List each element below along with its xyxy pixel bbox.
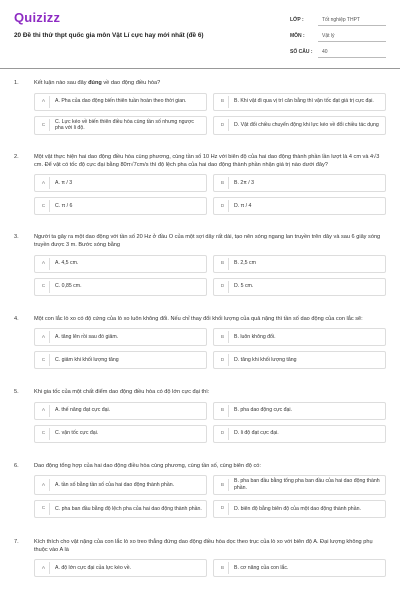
question-text-part: Một vật thực hiện hai dao động điều hòa cùng phương, cùng tần số 10 Hz với biên độ của hai dao động thành phần lần lượt là 4 cm và 4√3 cm. Để vật có tốc độ cực đại bằng 80π√7cm/s thì độ lệch pha của hai dao động thành phần nhận giá trị nào dưới đây? [34, 154, 380, 168]
answer-option[interactable] [213, 116, 386, 136]
question-item [14, 316, 386, 370]
answer-option-text: A. tần số bằng tần số của hai dao động thành phần. [55, 481, 175, 488]
answer-option[interactable] [34, 93, 207, 111]
answer-option-text: D. 5 cm. [234, 283, 254, 290]
question-text-part: Dao động tổng hợp của hai dao động điều hòa cùng phương, cùng tần số, cùng biên độ có: [34, 462, 261, 469]
answer-options [34, 475, 386, 518]
answer-option-text: A. thế năng đạt cực đại. [55, 407, 111, 414]
answer-option-text: B. Khi vật đi qua vị trí cân bằng thì vận tốc đạt giá trị cực đại. [234, 98, 374, 105]
question-number: 4. [14, 315, 19, 322]
answer-option-letter: D [217, 200, 229, 212]
question-number: 1. [14, 80, 19, 86]
answer-option-letter: A [38, 562, 50, 574]
question-text [34, 80, 386, 88]
answer-option[interactable] [34, 351, 207, 369]
meta-value-question-count: 40 [318, 47, 386, 58]
answer-option-letter: A [38, 96, 50, 108]
answer-option-letter: C [38, 200, 50, 212]
answer-options [34, 255, 386, 296]
answer-option-text: A. Pha của dao động biến thiên tuần hoàn theo thời gian. [55, 98, 187, 105]
question-number: 7. [14, 538, 19, 545]
question-item [14, 389, 386, 443]
answer-option-text: D. li độ đạt cực đại. [234, 430, 279, 437]
answer-option-letter: D [217, 503, 229, 515]
answer-option[interactable] [34, 197, 207, 215]
answer-option-letter: A [38, 479, 50, 491]
quizizz-logo: Quizizz [14, 10, 61, 25]
answer-option[interactable] [213, 500, 386, 518]
question-text [34, 154, 386, 169]
answer-option-letter: B [217, 331, 229, 343]
answer-option[interactable] [213, 475, 386, 495]
question-text [34, 539, 386, 554]
answer-option[interactable] [213, 425, 386, 443]
answer-option-letter: A [38, 405, 50, 417]
answer-option-text: B. pha ban đầu bằng tổng pha ban đầu của hai dao động thành phần. [234, 478, 380, 492]
question-text [34, 234, 386, 249]
answer-option-text: A. π / 3 [55, 179, 73, 186]
question-text-part: Kích thích cho vật nặng của con lắc lò xo treo thẳng đứng dao động điều hòa dọc theo trục của lò xo với biên độ A. Đại lượng không phụ thuộc vào A là [34, 538, 373, 553]
meta-row-class [290, 12, 386, 28]
answer-option[interactable] [213, 174, 386, 192]
worksheet-meta [290, 12, 386, 60]
meta-row-subject [290, 28, 386, 44]
answer-option-letter: C [38, 281, 50, 293]
question-text [34, 316, 386, 324]
answer-option-text: D. π / 4 [234, 202, 252, 209]
answer-option-text: C. pha ban đầu bằng độ lệch pha của hai dao động thành phần. [55, 505, 202, 512]
answer-option[interactable] [213, 278, 386, 296]
answer-option-text: D. Vật đổi chiều chuyển động khi lực kéo về đổi chiều tác dụng [234, 121, 379, 128]
answer-option-text: B. pha dao động cực đại. [234, 407, 292, 414]
answer-option-letter: A [38, 177, 50, 189]
answer-option-letter: A [38, 258, 50, 270]
answer-options [34, 559, 386, 577]
answer-option-text: A. tăng lên rồi sau đó giảm. [55, 333, 119, 340]
answer-options [34, 93, 386, 136]
answer-option-letter: B [217, 258, 229, 270]
answer-option[interactable] [34, 255, 207, 273]
answer-option[interactable] [34, 475, 207, 495]
worksheet-header [14, 10, 386, 62]
question-text [34, 389, 386, 397]
answer-option[interactable] [213, 93, 386, 111]
question-number: 2. [14, 154, 19, 161]
answer-option-text: B. 2,5 cm [234, 260, 256, 267]
meta-value-subject: Vật lý [318, 31, 386, 42]
answer-option[interactable] [34, 402, 207, 420]
answer-option-letter: C [38, 354, 50, 366]
answer-option-letter: D [217, 281, 229, 293]
answer-option[interactable] [213, 351, 386, 369]
answer-option[interactable] [34, 500, 207, 518]
answer-option-text: C. π / 6 [55, 202, 73, 209]
answer-option[interactable] [213, 255, 386, 273]
question-list [14, 80, 386, 577]
question-number: 5. [14, 389, 19, 396]
answer-option[interactable] [213, 402, 386, 420]
answer-option-text: A. 4,5 cm. [55, 260, 79, 267]
meta-label-class: LỚP : [290, 17, 304, 23]
answer-option-letter: D [217, 354, 229, 366]
answer-option[interactable] [34, 559, 207, 577]
answer-option-letter: B [217, 405, 229, 417]
answer-option-text: C. Lực kéo về biến thiên điều hòa cùng tần số nhưng ngược pha với li độ. [55, 118, 194, 132]
answer-option-letter: B [217, 177, 229, 189]
answer-option-letter: D [217, 119, 229, 131]
answer-option[interactable] [213, 197, 386, 215]
answer-option-text: D. biên độ bằng biên độ của một dao động thành phần. [234, 505, 361, 512]
answer-options [34, 402, 386, 443]
answer-option-letter: C [38, 503, 50, 515]
answer-option-letter: C [38, 428, 50, 440]
meta-row-question-count [290, 44, 386, 60]
answer-option-letter: A [38, 331, 50, 343]
question-text-part: Kết luận nào sau đây [34, 80, 89, 86]
question-number: 6. [14, 462, 19, 469]
answer-options [34, 328, 386, 369]
answer-option[interactable] [34, 116, 207, 136]
worksheet-title: 20 Đề thi thử thpt quốc gia môn Vật Lí cực hay mới nhất (đề 6) [14, 32, 204, 39]
question-text-emphasis: đúng [88, 80, 102, 86]
answer-option-letter: B [217, 562, 229, 574]
answer-option-text: A. độ lớn cực đại của lực kéo về. [55, 564, 132, 571]
answer-option[interactable] [213, 559, 386, 577]
answer-option-letter: D [217, 428, 229, 440]
answer-option-text: C. giảm khi khối lượng tăng [55, 356, 119, 363]
answer-option-text: D. tăng khi khối lượng tăng [234, 356, 297, 363]
answer-option[interactable] [34, 278, 207, 296]
answer-option[interactable] [213, 328, 386, 346]
answer-option[interactable] [34, 174, 207, 192]
question-item [14, 80, 386, 135]
question-text [34, 463, 386, 471]
header-divider [0, 68, 400, 69]
meta-label-question-count: SỐ CÂU : [290, 49, 313, 55]
question-item [14, 234, 386, 295]
answer-option-text: C. vận tốc cực đại. [55, 430, 99, 437]
question-text-part: về dao động điều hòa? [101, 80, 161, 86]
answer-option-letter: B [217, 479, 229, 491]
answer-option-text: B. 2π / 3 [234, 179, 255, 186]
question-item [14, 154, 386, 215]
question-text-part: Một con lắc lò xo có độ cứng của lò xo luôn không đổi. Nếu chỉ thay đổi khối lượng của quả nặng thì tần số dao động của con lắc sẽ: [34, 315, 363, 322]
answer-option-letter: B [217, 96, 229, 108]
answer-options [34, 174, 386, 215]
question-text-part: Khi gia tốc của một chất điểm dao động điều hòa có độ lớn cực đại thì: [34, 389, 210, 396]
meta-value-class: Tốt nghiệp THPT [318, 15, 386, 26]
question-item [14, 463, 386, 518]
answer-option-text: B. luôn không đổi. [234, 333, 276, 340]
answer-option[interactable] [34, 328, 207, 346]
answer-option-letter: C [38, 119, 50, 131]
answer-option-text: B. cơ năng của con lắc. [234, 564, 289, 571]
answer-option[interactable] [34, 425, 207, 443]
question-item [14, 539, 386, 577]
question-number: 3. [14, 234, 19, 241]
question-text-part: Người ta gây ra một dao động với tần số 20 Hz ở đầu O của một sợi dây rất dài, tạo nên sóng ngang lan truyền trên dây và sau 6 giây sóng truyền được 3 m. Bước sóng bằng [34, 234, 381, 248]
meta-label-subject: MÔN : [290, 33, 305, 39]
answer-option-text: C. 0,85 cm. [55, 283, 82, 290]
